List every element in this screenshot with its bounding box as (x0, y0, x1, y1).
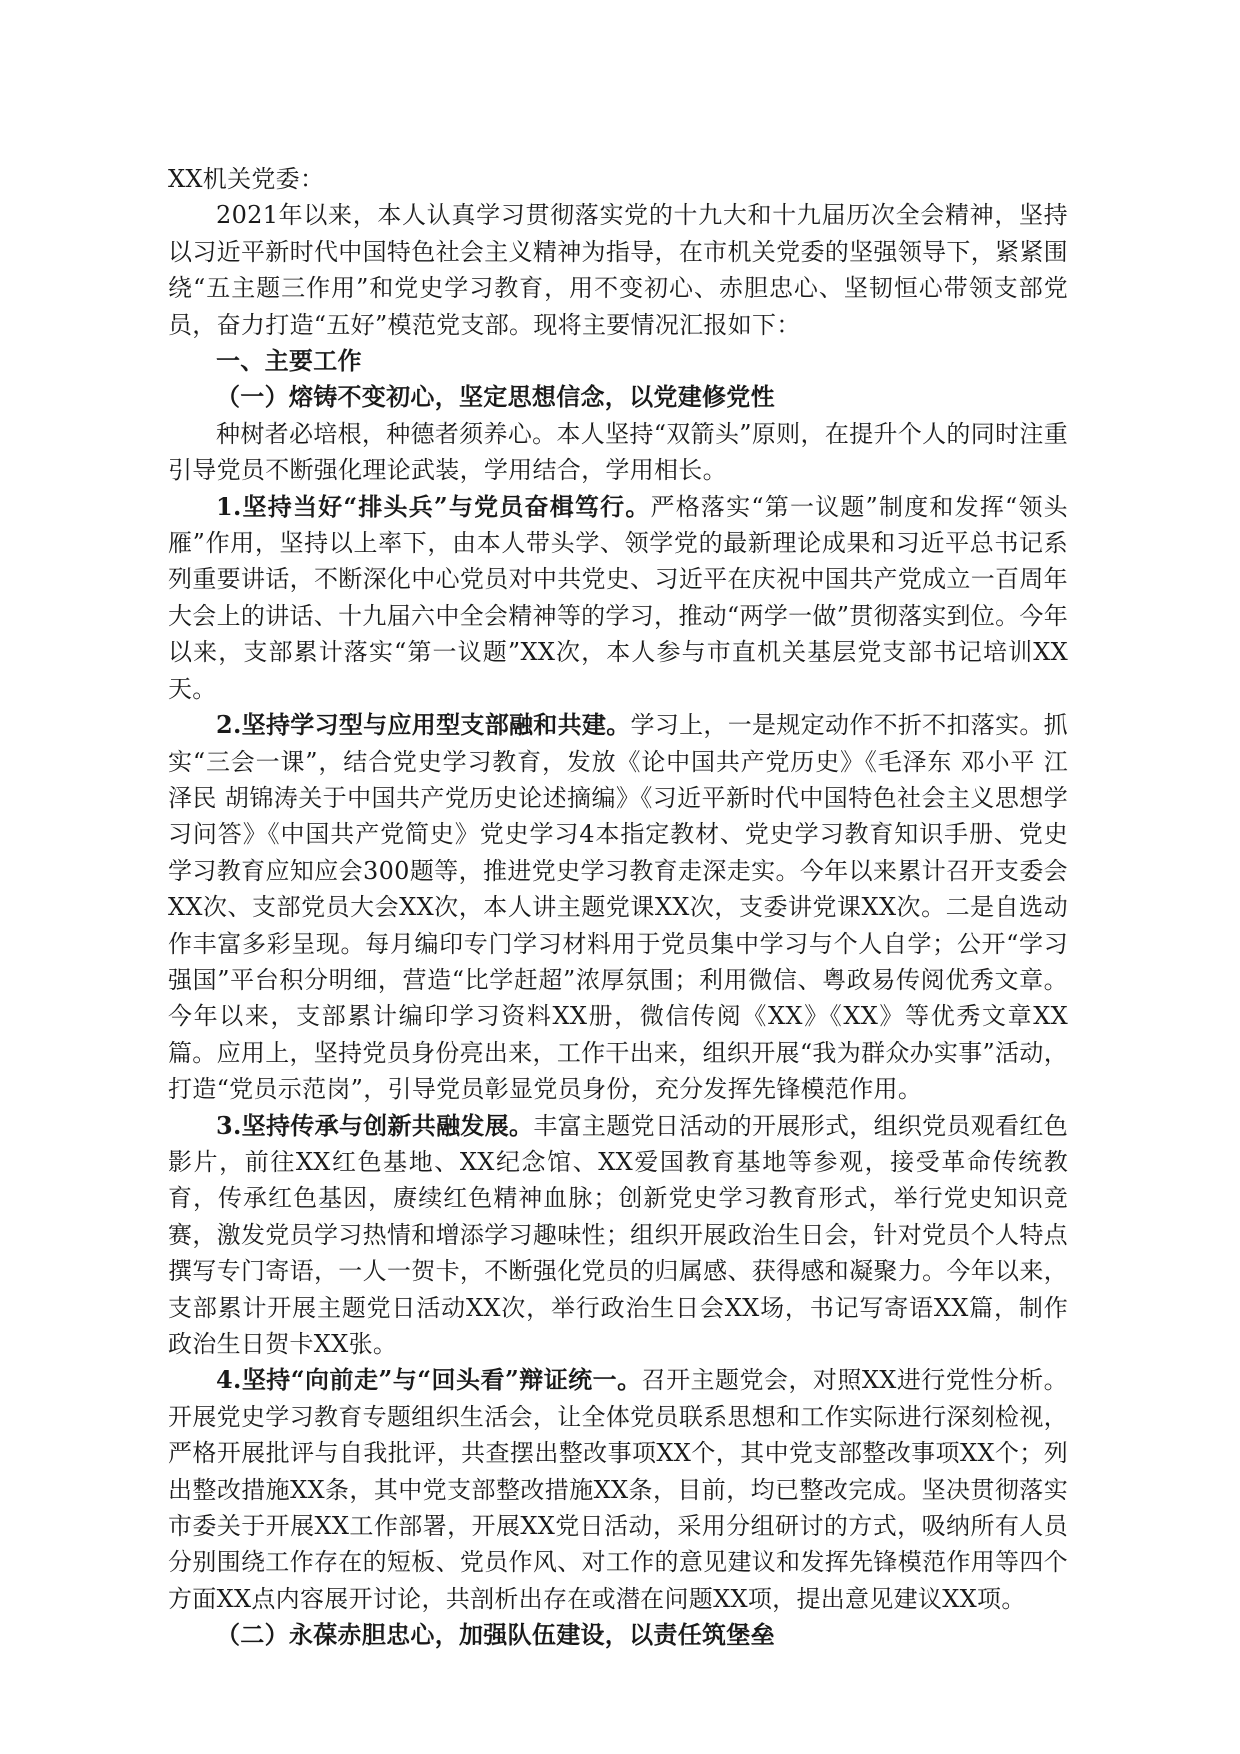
subsection-heading-2: （二）永葆赤胆忠心，加强队伍建设，以责任筑堡垒 (216, 1620, 775, 1650)
item-body: 严格落实“第一议题”制度和发挥“领头雁”作用，坚持以上率下，由本人带头学、领学党的最新理论成果和习近平总书记系列重要讲话，不断深化中心党员对中共党史、习近平在庆祝中国共产党成立一百周年大会上的讲话、十九届六中全会精神等的学习，推动“两学一做”贯彻落实到位。今年以来，支部累计落实“第一议题”XX次，本人参与市直机关基层党支部书记培训XX天。 (168, 492, 1068, 703)
subsection-heading-1: （一）熔铸不变初心，坚定思想信念，以党建修党性 (216, 382, 775, 412)
item-lead: 2.坚持学习型与应用型支部融和共建。 (216, 710, 631, 740)
item-paragraph-2 (168, 707, 1068, 1107)
salutation: XX机关党委： (168, 165, 325, 193)
item-body: 丰富主题党日活动的开展形式，组织党员观看红色影片，前往XX红色基地、XX纪念馆、XX爱国教育基地等参观，接受革命传统教育，传承红色基因，赓续红色精神血脉；创新党史学习教育形式，举行党史知识竞赛，激发党员学习热情和增添学习趣味性；组织开展政治生日会，针对党员个人特点撰写专门寄语，一人一贺卡，不断强化党员的归属感、获得感和凝聚力。今年以来，支部累计开展主题党日活动XX次，举行政治生日会XX场，书记写寄语XX篇，制作政治生日贺卡XX张。 (168, 1111, 1068, 1358)
document-page (168, 161, 1068, 1654)
item-lead: 3.坚持传承与创新共融发展。 (216, 1110, 534, 1140)
item-paragraph-4 (168, 1362, 1068, 1617)
intro-paragraph: 2021年以来，本人认真学习贯彻落实党的十九大和十九届历次全会精神，坚持以习近平新时代中国特色社会主义精神为指导，在市机关党委的坚强领导下，紧紧围绕“五主题三作用”和党史学习教育，用不变初心、赤胆忠心、坚韧恒心带领支部党员，奋力打造“五好”模范党支部。现将主要情况汇报如下： (168, 201, 1068, 339)
item-body: 学习上，一是规定动作不折不扣落实。抓实“三会一课”，结合党史学习教育，发放《论中国共产党历史》《毛泽东 邓小平 江泽民 胡锦涛关于中国共产党历史论述摘编》《习近平新时代中国特色社会主义思想学习问答》《中国共产党简史》党史学习4本指定教材、党史学习教育知识手册、党史学习教育应知应会300题等，推进党史学习教育走深走实。今年以来累计召开支委会XX次、支部党员大会XX次，本人讲主题党课XX次，支委讲党课XX次。二是自选动作丰富多彩呈现。每月编印专门学习材料用于党员集中学习与个人自学；公开“学习强国”平台积分明细，营造“比学赶超”浓厚氛围；利用微信、粤政易传阅优秀文章。今年以来，支部累计编印学习资料XX册，微信传阅《XX》《XX》等优秀文章XX篇。应用上，坚持党员身份亮出来，工作干出来，组织开展“我为群众办实事”活动，打造“党员示范岗”，引导党员彰显党员身份，充分发挥先锋模范作用。 (168, 711, 1068, 1104)
item-body: 召开主题党会，对照XX进行党性分析。开展党史学习教育专题组织生活会，让全体党员联系思想和工作实际进行深刻检视，严格开展批评与自我批评，共查摆出整改事项XX个，其中党支部整改事项XX个；列出整改措施XX条，其中党支部整改措施XX条，目前，均已整改完成。坚决贯彻落实市委关于开展XX工作部署，开展XX党日活动，采用分组研讨的方式，吸纳所有人员分别围绕工作存在的短板、党员作风、对工作的意见建议和发挥先锋模范作用等四个方面XX点内容展开讨论，共剖析出存在或潜在问题XX项，提出意见建议XX项。 (168, 1366, 1068, 1613)
section-heading: 一、主要工作 (216, 346, 362, 376)
subsection-1-intro: 种树者必培根，种德者须养心。本人坚持“双箭头”原则，在提升个人的同时注重引导党员不断强化理论武装，学用结合，学用相长。 (168, 419, 1068, 485)
item-lead: 1.坚持当好“排头兵”与党员奋楫笃行。 (216, 491, 651, 521)
item-lead: 4.坚持“向前走”与“回头看”辩证统一。 (216, 1365, 642, 1395)
item-paragraph-1 (168, 489, 1068, 707)
item-paragraph-3 (168, 1108, 1068, 1363)
